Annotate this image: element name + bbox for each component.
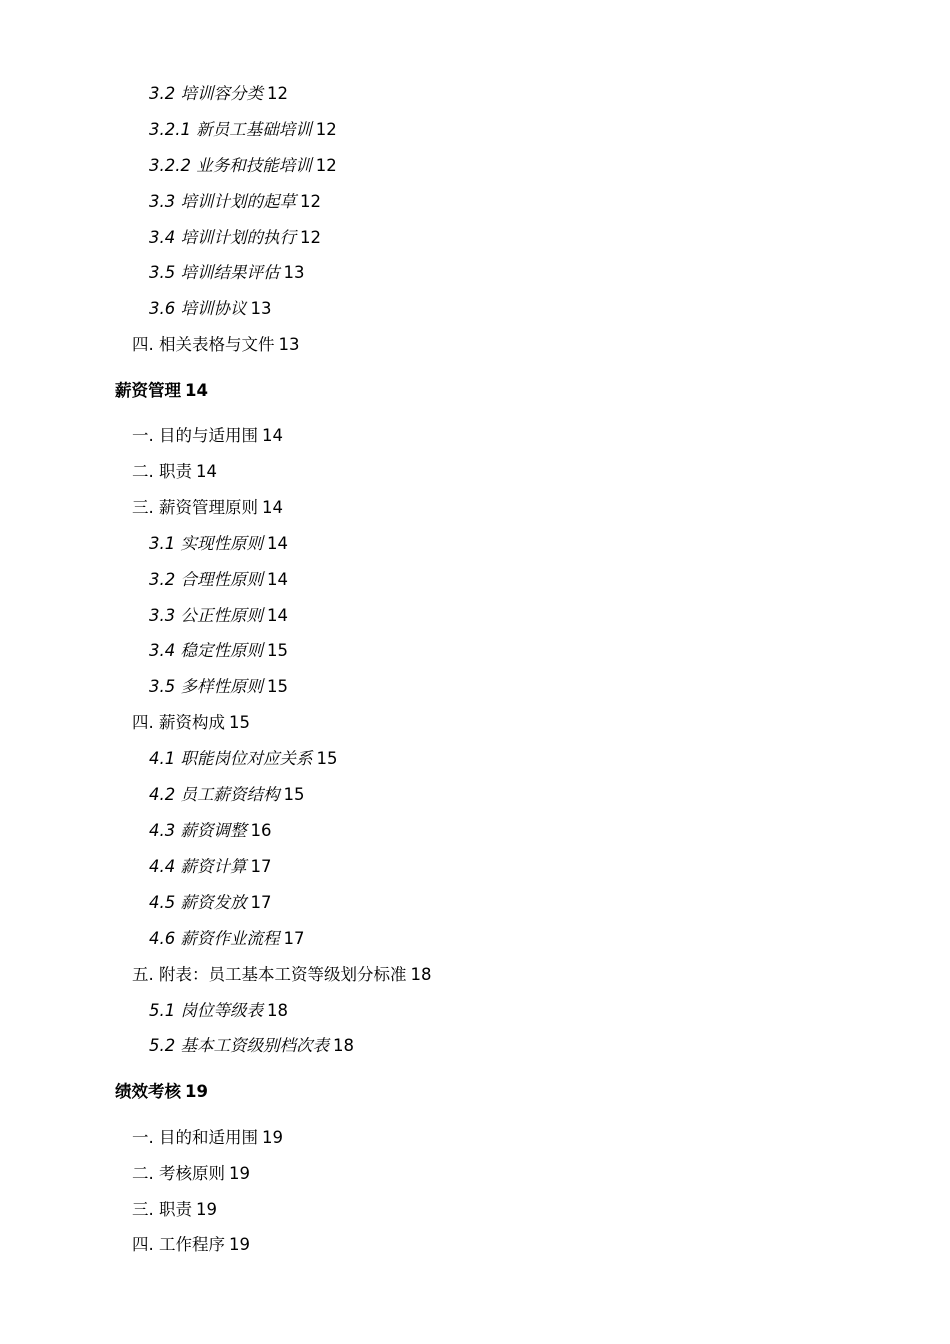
toc-entry-page: 14 <box>262 426 283 445</box>
toc-entry-page: 15 <box>229 713 250 732</box>
toc-entry-title: 3.2 合理性原则 <box>149 570 263 589</box>
toc-entry-page: 14 <box>267 570 288 589</box>
toc-entry-page: 13 <box>283 263 305 282</box>
toc-chapter-title: 薪资管理 <box>115 381 181 400</box>
toc-entry[interactable] <box>132 965 432 985</box>
toc-entry[interactable] <box>149 192 321 212</box>
toc-entry-page: 12 <box>300 228 321 247</box>
toc-entry-page: 13 <box>250 299 272 318</box>
toc-entry-title: 一. 目的与适用围 <box>132 426 258 445</box>
toc-entry-title: 3.2.2 业务和技能培训 <box>149 156 312 175</box>
toc-entry[interactable] <box>149 857 272 877</box>
toc-entry-title: 四. 相关表格与文件 <box>132 335 275 354</box>
toc-entry-title: 4.3 薪资调整 <box>149 821 247 840</box>
toc-chapter-title: 绩效考核 <box>115 1082 181 1101</box>
toc-entry[interactable] <box>149 570 288 590</box>
toc-entry-title: 3.4 稳定性原则 <box>149 641 263 660</box>
toc-chapter-page: 19 <box>185 1082 208 1101</box>
toc-entry-title: 四. 工作程序 <box>132 1235 225 1254</box>
toc-entry-title: 二. 考核原则 <box>132 1164 225 1183</box>
toc-entry[interactable] <box>149 641 288 661</box>
toc-entry-page: 19 <box>262 1128 283 1147</box>
toc-entry-page: 18 <box>267 1001 288 1020</box>
toc-entry[interactable] <box>149 929 305 949</box>
toc-entry-title: 4.5 薪资发放 <box>149 893 247 912</box>
toc-entry[interactable] <box>149 677 288 697</box>
toc-entry-page: 15 <box>267 641 288 660</box>
toc-entry[interactable] <box>149 299 272 319</box>
toc-entry-title: 五. 附表：员工基本工资等级划分标准 <box>132 965 407 984</box>
toc-entry-title: 三. 薪资管理原则 <box>132 498 258 517</box>
toc-entry[interactable] <box>149 606 288 626</box>
toc-entry-title: 3.2.1 新员工基础培训 <box>149 120 312 139</box>
toc-entry-title: 二. 职责 <box>132 462 192 481</box>
toc-entry-page: 12 <box>300 192 321 211</box>
toc-entry[interactable] <box>132 1164 250 1184</box>
toc-entry-title: 3.2 培训容分类 <box>149 84 263 103</box>
toc-entry-page: 12 <box>267 84 288 103</box>
toc-entry-page: 13 <box>278 335 300 354</box>
toc-entry[interactable] <box>132 1128 283 1148</box>
toc-entry-page: 17 <box>250 857 272 876</box>
toc-entry-page: 19 <box>229 1235 250 1254</box>
toc-entry-title: 5.1 岗位等级表 <box>149 1001 263 1020</box>
toc-entry[interactable] <box>132 462 217 482</box>
toc-entry-title: 3.5 培训结果评估 <box>149 263 280 282</box>
toc-entry-page: 15 <box>267 677 288 696</box>
toc-entry[interactable] <box>149 1001 288 1021</box>
toc-entry[interactable] <box>149 263 305 283</box>
toc-entry[interactable] <box>149 228 321 248</box>
toc-entry-title: 3.3 培训计划的起草 <box>149 192 296 211</box>
toc-entry-page: 14 <box>262 498 283 517</box>
toc-entry-title: 4.4 薪资计算 <box>149 857 247 876</box>
toc-entry-page: 15 <box>283 785 305 804</box>
toc-entry[interactable] <box>149 821 272 841</box>
toc-entry[interactable] <box>149 893 272 913</box>
toc-entry-page: 17 <box>250 893 272 912</box>
toc-entry-title: 3.3 公正性原则 <box>149 606 263 625</box>
toc-entry-page: 19 <box>196 1200 217 1219</box>
toc-entry-title: 一. 目的和适用围 <box>132 1128 258 1147</box>
toc-entry-title: 4.2 员工薪资结构 <box>149 785 280 804</box>
toc-entry-page: 16 <box>250 821 272 840</box>
toc-chapter-page: 14 <box>185 381 208 400</box>
toc-entry-page: 18 <box>410 965 432 984</box>
toc-entry[interactable] <box>132 498 283 518</box>
toc-entry-title: 5.2 基本工资级别档次表 <box>149 1036 329 1055</box>
toc-entry-title: 4.6 薪资作业流程 <box>149 929 280 948</box>
toc-entry[interactable] <box>149 534 288 554</box>
toc-entry[interactable] <box>132 1200 217 1220</box>
toc-entry[interactable] <box>132 426 283 446</box>
toc-entry[interactable] <box>149 1036 354 1056</box>
toc-entry[interactable] <box>132 713 250 733</box>
toc-entry-page: 17 <box>283 929 305 948</box>
toc-entry-page: 18 <box>333 1036 354 1055</box>
toc-entry-page: 14 <box>267 606 288 625</box>
toc-entry[interactable] <box>132 1235 250 1255</box>
toc-entry-title: 四. 薪资构成 <box>132 713 225 732</box>
toc-entry-title: 三. 职责 <box>132 1200 192 1219</box>
toc-entry-title: 3.1 实现性原则 <box>149 534 263 553</box>
toc-entry-page: 14 <box>196 462 217 481</box>
toc-entry-title: 3.6 培训协议 <box>149 299 247 318</box>
toc-entry-title: 3.4 培训计划的执行 <box>149 228 296 247</box>
toc-chapter[interactable] <box>115 1082 208 1102</box>
toc-entry-page: 12 <box>315 120 337 139</box>
toc-entry[interactable] <box>149 785 305 805</box>
toc-entry-page: 14 <box>267 534 288 553</box>
toc-entry-page: 15 <box>316 749 338 768</box>
toc-entry[interactable] <box>149 120 337 140</box>
toc-entry-title: 3.5 多样性原则 <box>149 677 263 696</box>
toc-entry[interactable] <box>149 156 337 176</box>
toc-entry[interactable] <box>149 84 288 104</box>
toc-entry[interactable] <box>149 749 338 769</box>
toc-entry[interactable] <box>132 335 300 355</box>
toc-entry-page: 12 <box>315 156 337 175</box>
toc-entry-page: 19 <box>229 1164 250 1183</box>
toc-entry-title: 4.1 职能岗位对应关系 <box>149 749 313 768</box>
toc-chapter[interactable] <box>115 381 208 401</box>
